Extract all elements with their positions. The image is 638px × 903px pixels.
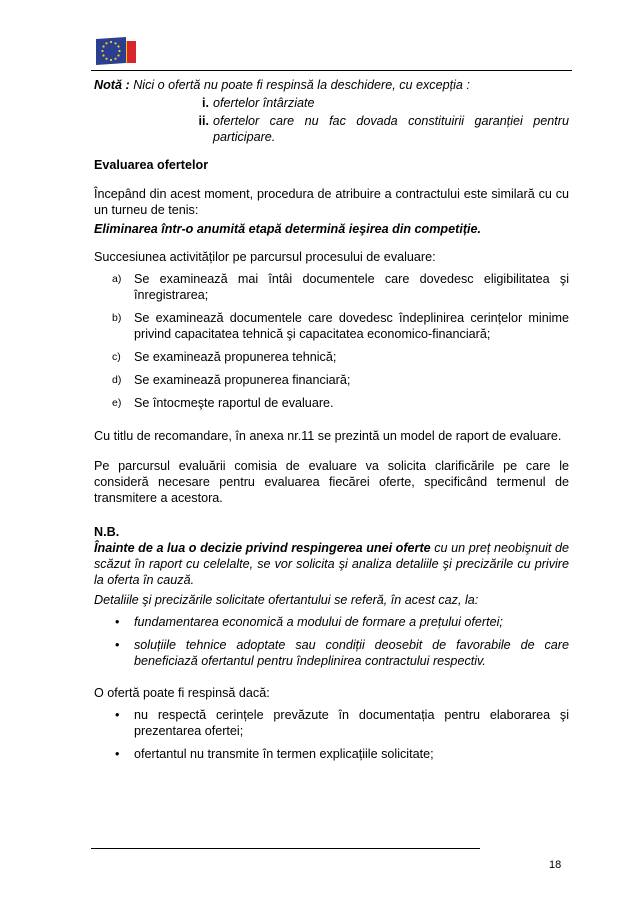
nb-label: N.B. — [94, 525, 120, 539]
list-item-text: soluțiile tehnice adoptate sau condiții deosebit de favorabile de care beneficiază ofertantul pentru îndeplinirea contractului respectiv. — [134, 638, 569, 668]
bullet-icon: • — [115, 747, 120, 761]
note-paragraph — [94, 77, 569, 93]
list-item-text: Se examinează documentele care dovedesc îndeplinirea cerințelor minime privind capacitatea tehnică şi capacitatea economico-financiară; — [134, 311, 569, 341]
nb-text: cu un preț neobişnuit de scăzut în raport cu celelalte, se vor solicita şi analiza detaliile şi precizările cu privire la oferta în cauză. — [94, 541, 569, 587]
list-item-text: Se examinează propunerea tehnică; — [134, 350, 337, 364]
header-rule — [91, 70, 572, 71]
nb-details-list — [94, 614, 569, 669]
note-exceptions-list — [94, 95, 569, 145]
rejection-intro: O ofertă poate fi respinsă dacă: — [94, 686, 270, 700]
clarifications-paragraph: Pe parcursul evaluării comisia de evaluare va solicita clarificările pe care le consideră necesare pentru evaluarea fiecărei oferte, specificând termenul de transmitere a acestora. — [94, 459, 569, 505]
list-item-text: ofertelor care nu fac dovada constituirii garanției pentru participare. — [213, 114, 569, 144]
eu-logo — [96, 37, 136, 67]
evaluation-steps-list — [94, 271, 569, 411]
list-item-text: Se examinează mai întâi documentele care dovedesc eligibilitatea şi înregistrarea; — [134, 272, 569, 302]
list-item — [94, 395, 569, 411]
list-item — [94, 271, 569, 303]
bullet-icon: • — [115, 638, 120, 652]
note-text: Nici o ofertă nu poate fi respinsă la deschidere, cu excepția : — [133, 78, 470, 92]
nb-bold-text: Înainte de a lua o decizie privind respingerea unei oferte — [94, 541, 431, 555]
bullet-icon: • — [115, 615, 120, 629]
list-item-text: Se întocmeşte raportul de evaluare. — [134, 396, 334, 410]
bullet-icon: • — [115, 708, 120, 722]
list-item-text: ofertantul nu transmite în termen explicațiile solicitate; — [134, 747, 434, 761]
list-item — [94, 637, 569, 669]
list-item-text: ofertelor întârziate — [213, 96, 315, 110]
list-item — [94, 372, 569, 388]
section-heading: Evaluarea ofertelor — [94, 158, 209, 172]
page-number: 18 — [549, 859, 562, 871]
list-item-label: e) — [112, 397, 122, 409]
list-item — [94, 310, 569, 342]
list-item-text: Se examinează propunerea financiară; — [134, 373, 351, 387]
evaluation-emphasis: Eliminarea într-o anumită etapă determină ieşirea din competiție. — [94, 222, 482, 236]
list-item-text: fundamentarea economică a modului de formare a prețului ofertei; — [134, 615, 503, 629]
list-item — [94, 614, 569, 630]
list-item-text: nu respectă cerințele prevăzute în documentația pentru elaborarea şi prezentarea ofertei; — [134, 708, 569, 738]
list-item-label: b) — [112, 312, 122, 324]
nb-paragraph — [94, 540, 569, 588]
evaluation-intro: Începând din acest moment, procedura de atribuire a contractului este similară cu cu un turneu de tenis: — [94, 187, 569, 217]
list-item — [94, 113, 569, 145]
list-item-label: c) — [112, 351, 121, 363]
list-item — [94, 95, 569, 111]
list-item-label: d) — [112, 374, 122, 386]
list-item — [94, 746, 569, 762]
list-item-number: i. — [202, 96, 209, 110]
page-content — [94, 77, 569, 769]
rejection-list — [94, 707, 569, 762]
recommendation-paragraph: Cu titlu de recomandare, în anexa nr.11 se prezintă un model de raport de evaluare. — [94, 429, 562, 443]
nb-details-intro: Detaliile şi precizările solicitate ofertantului se referă, în acest caz, la: — [94, 593, 479, 607]
list-item — [94, 707, 569, 739]
list-item-number: ii. — [198, 114, 209, 128]
list-item-label: a) — [112, 273, 122, 285]
footer-rule — [91, 848, 480, 849]
note-label: Notă : — [94, 78, 130, 92]
list-item — [94, 349, 569, 365]
sequence-intro: Succesiunea activităților pe parcursul procesului de evaluare: — [94, 250, 436, 264]
